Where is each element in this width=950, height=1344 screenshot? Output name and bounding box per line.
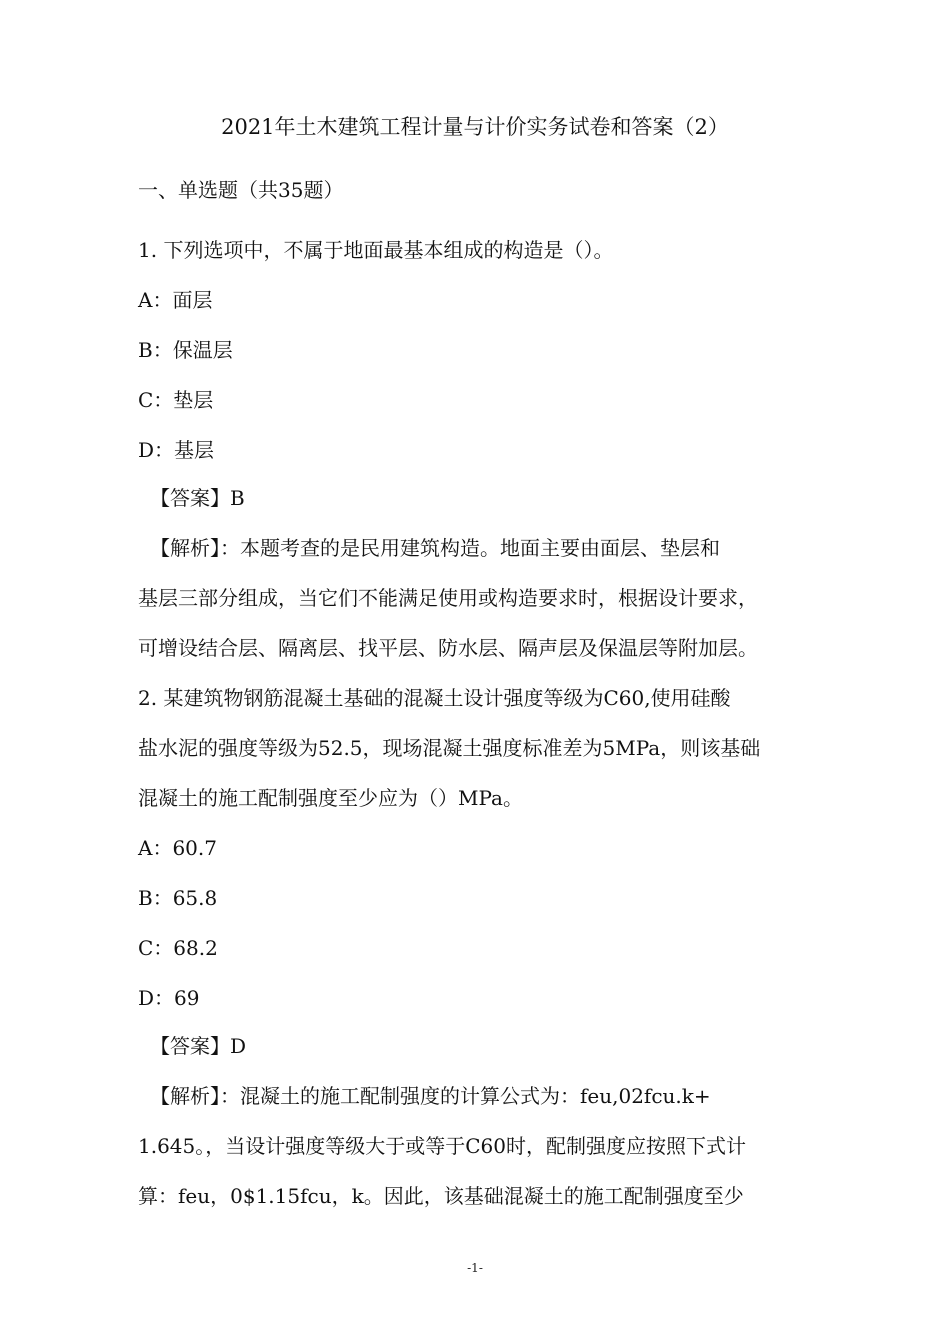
question-1-option-b: B：保温层 (138, 338, 233, 362)
question-1-option-c: C：垫层 (138, 388, 214, 412)
question-2-option-a: A：60.7 (138, 836, 217, 860)
section-heading: 一、单选题（共35题） (138, 178, 344, 202)
question-2-answer: 【答案】D (150, 1034, 247, 1058)
question-1-analysis-line: 基层三部分组成，当它们不能满足使用或构造要求时，根据设计要求， (138, 586, 758, 610)
document-title: 2021年土木建筑工程计量与计价实务试卷和答案（2） (221, 115, 729, 139)
question-1-option-d: D：基层 (138, 438, 215, 462)
question-1-stem: 1. 下列选项中，不属于地面最基本组成的构造是（）。 (138, 238, 614, 262)
question-2-analysis-line: 1.645。，当设计强度等级大于或等于C60时，配制强度应按照下式计 (138, 1134, 747, 1158)
question-2-option-d: D：69 (138, 986, 200, 1010)
question-1-answer: 【答案】B (150, 486, 245, 510)
question-1-option-a: A：面层 (138, 288, 213, 312)
question-2-stem-line: 混凝土的施工配制强度至少应为（）MPa。 (138, 786, 523, 810)
question-2-option-c: C：68.2 (138, 936, 218, 960)
page-number: -1- (467, 1261, 483, 1275)
question-1-analysis-line: 可增设结合层、隔离层、找平层、防水层、隔声层及保温层等附加层。 (138, 636, 758, 660)
question-2-stem-line: 盐水泥的强度等级为52.5，现场混凝土强度标准差为5MPa，则该基础 (138, 736, 761, 760)
question-2-analysis-line: 算：feu，0$1.15fcu，k。因此，该基础混凝土的施工配制强度至少 (138, 1184, 744, 1208)
question-2-stem-line: 2. 某建筑物钢筋混凝土基础的混凝土设计强度等级为C60,使用硅酸 (138, 686, 731, 710)
question-1-analysis-line: 【解析】：本题考查的是民用建筑构造。地面主要由面层、垫层和 (150, 536, 720, 560)
question-2-analysis-line: 【解析】：混凝土的施工配制强度的计算公式为：feu,02fcu.k+ (150, 1084, 711, 1108)
question-2-option-b: B：65.8 (138, 886, 218, 910)
